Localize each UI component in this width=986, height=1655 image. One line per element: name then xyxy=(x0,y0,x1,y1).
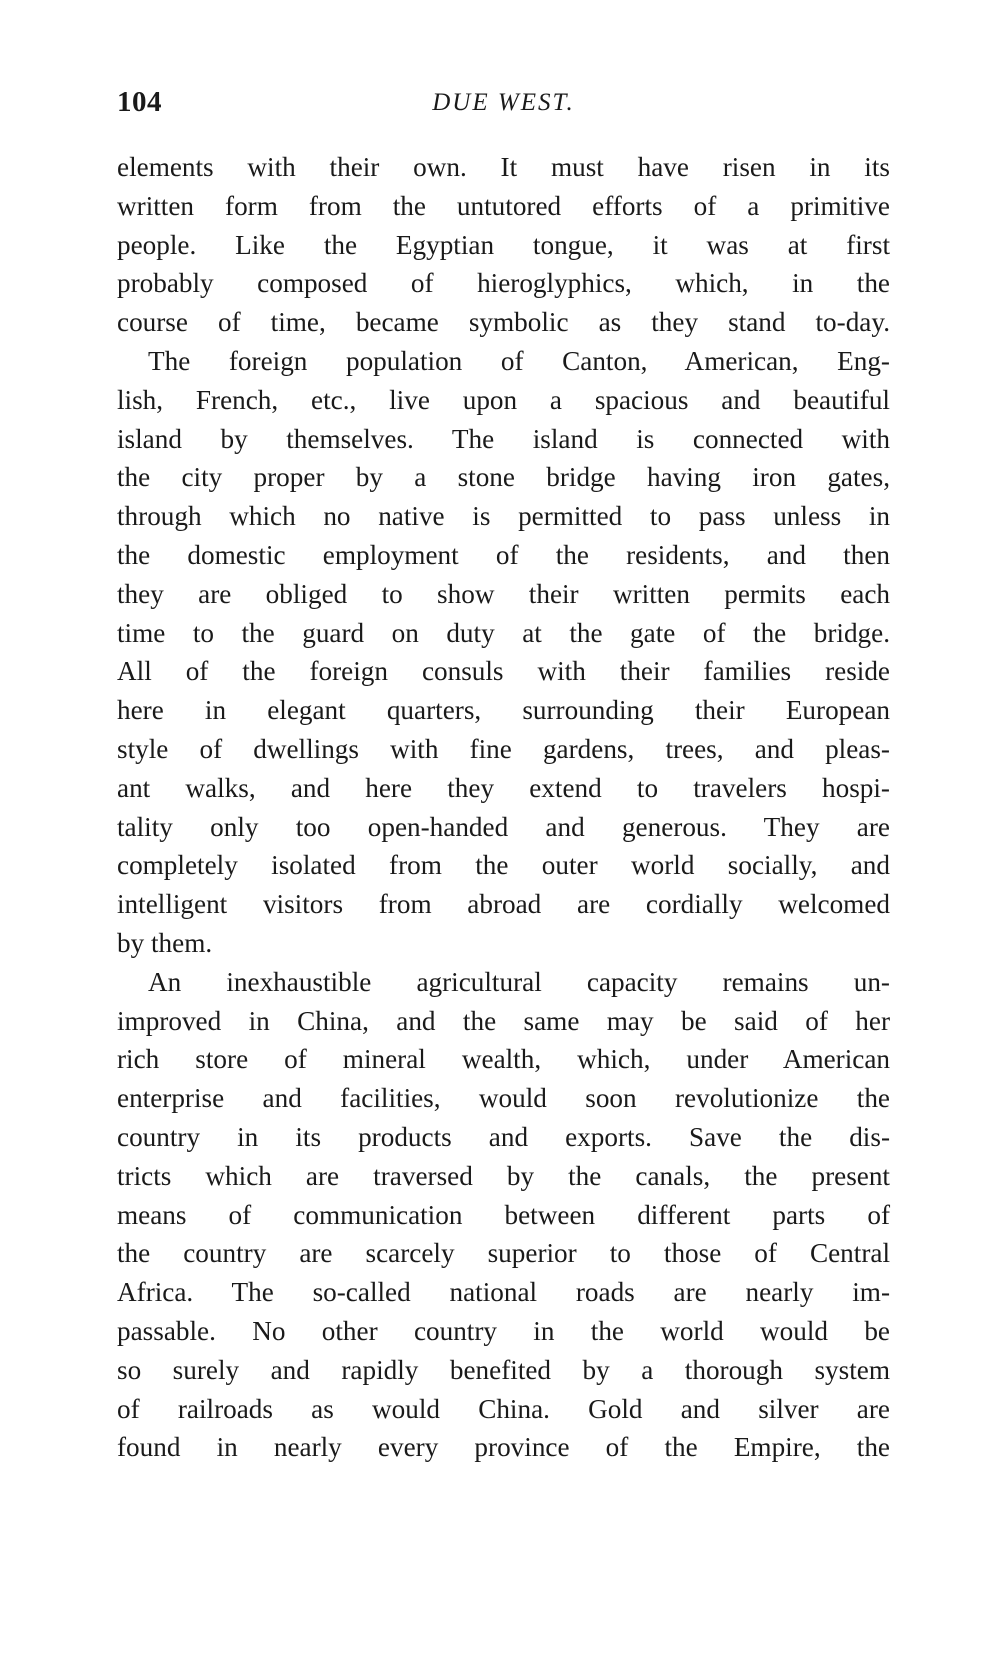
text-line: ant walks, and here they extend to travelers hospi- xyxy=(117,772,890,803)
page-number: 104 xyxy=(117,86,162,118)
text-line: style of dwellings with fine gardens, trees, and pleas- xyxy=(117,733,890,764)
running-title: DUE WEST. xyxy=(432,89,575,116)
text-line: course of time, became symbolic as they stand to-day. xyxy=(117,307,890,338)
body-text xyxy=(117,148,890,1467)
text-line: people. Like the Egyptian tongue, it was at first xyxy=(117,229,890,260)
text-line: here in elegant quarters, surrounding their European xyxy=(117,695,890,726)
text-line: by them. xyxy=(117,927,213,958)
text-line: intelligent visitors from abroad are cordially welcomed xyxy=(117,889,890,920)
text-line: of railroads as would China. Gold and silver are xyxy=(117,1393,890,1424)
text-line: they are obliged to show their written permits each xyxy=(117,578,890,609)
text-line: the city proper by a stone bridge having iron gates, xyxy=(117,462,890,493)
text-line: enterprise and facilities, would soon revolutionize the xyxy=(117,1083,890,1114)
text-line: probably composed of hieroglyphics, which, in the xyxy=(117,268,890,299)
text-line: An inexhaustible agricultural capacity remains un- xyxy=(148,966,890,997)
text-line: the country are scarcely superior to those of Central xyxy=(117,1238,890,1269)
text-line: written form from the untutored efforts of a primitive xyxy=(117,190,890,221)
text-line: completely isolated from the outer world socially, and xyxy=(117,850,890,881)
page-header xyxy=(117,86,890,136)
text-line: All of the foreign consuls with their families reside xyxy=(117,656,890,687)
text-line: the domestic employment of the residents, and then xyxy=(117,539,890,570)
text-line: tricts which are traversed by the canals, the present xyxy=(117,1160,890,1191)
text-line: elements with their own. It must have risen in its xyxy=(117,152,890,182)
text-line: rich store of mineral wealth, which, under American xyxy=(117,1044,890,1075)
text-line: means of communication between different parts of xyxy=(117,1199,890,1230)
book-page xyxy=(117,86,890,1467)
text-line: passable. No other country in the world would be xyxy=(117,1315,890,1346)
text-line: improved in China, and the same may be said of her xyxy=(117,1005,890,1036)
text-line: through which no native is permitted to pass unless in xyxy=(117,501,890,532)
text-line: island by themselves. The island is connected with xyxy=(117,423,890,454)
text-line: lish, French, etc., live upon a spacious and beautiful xyxy=(117,384,890,415)
text-line: time to the guard on duty at the gate of the bridge. xyxy=(117,617,890,648)
text-line: The foreign population of Canton, American, Eng- xyxy=(148,345,890,376)
text-line: Africa. The so-called national roads are nearly im- xyxy=(117,1277,890,1308)
text-line: so surely and rapidly benefited by a thorough system xyxy=(117,1354,890,1385)
text-line: country in its products and exports. Save the dis- xyxy=(117,1121,890,1152)
text-line: tality only too open-handed and generous. They are xyxy=(117,811,890,842)
text-line: found in nearly every province of the Empire, the xyxy=(117,1432,890,1463)
